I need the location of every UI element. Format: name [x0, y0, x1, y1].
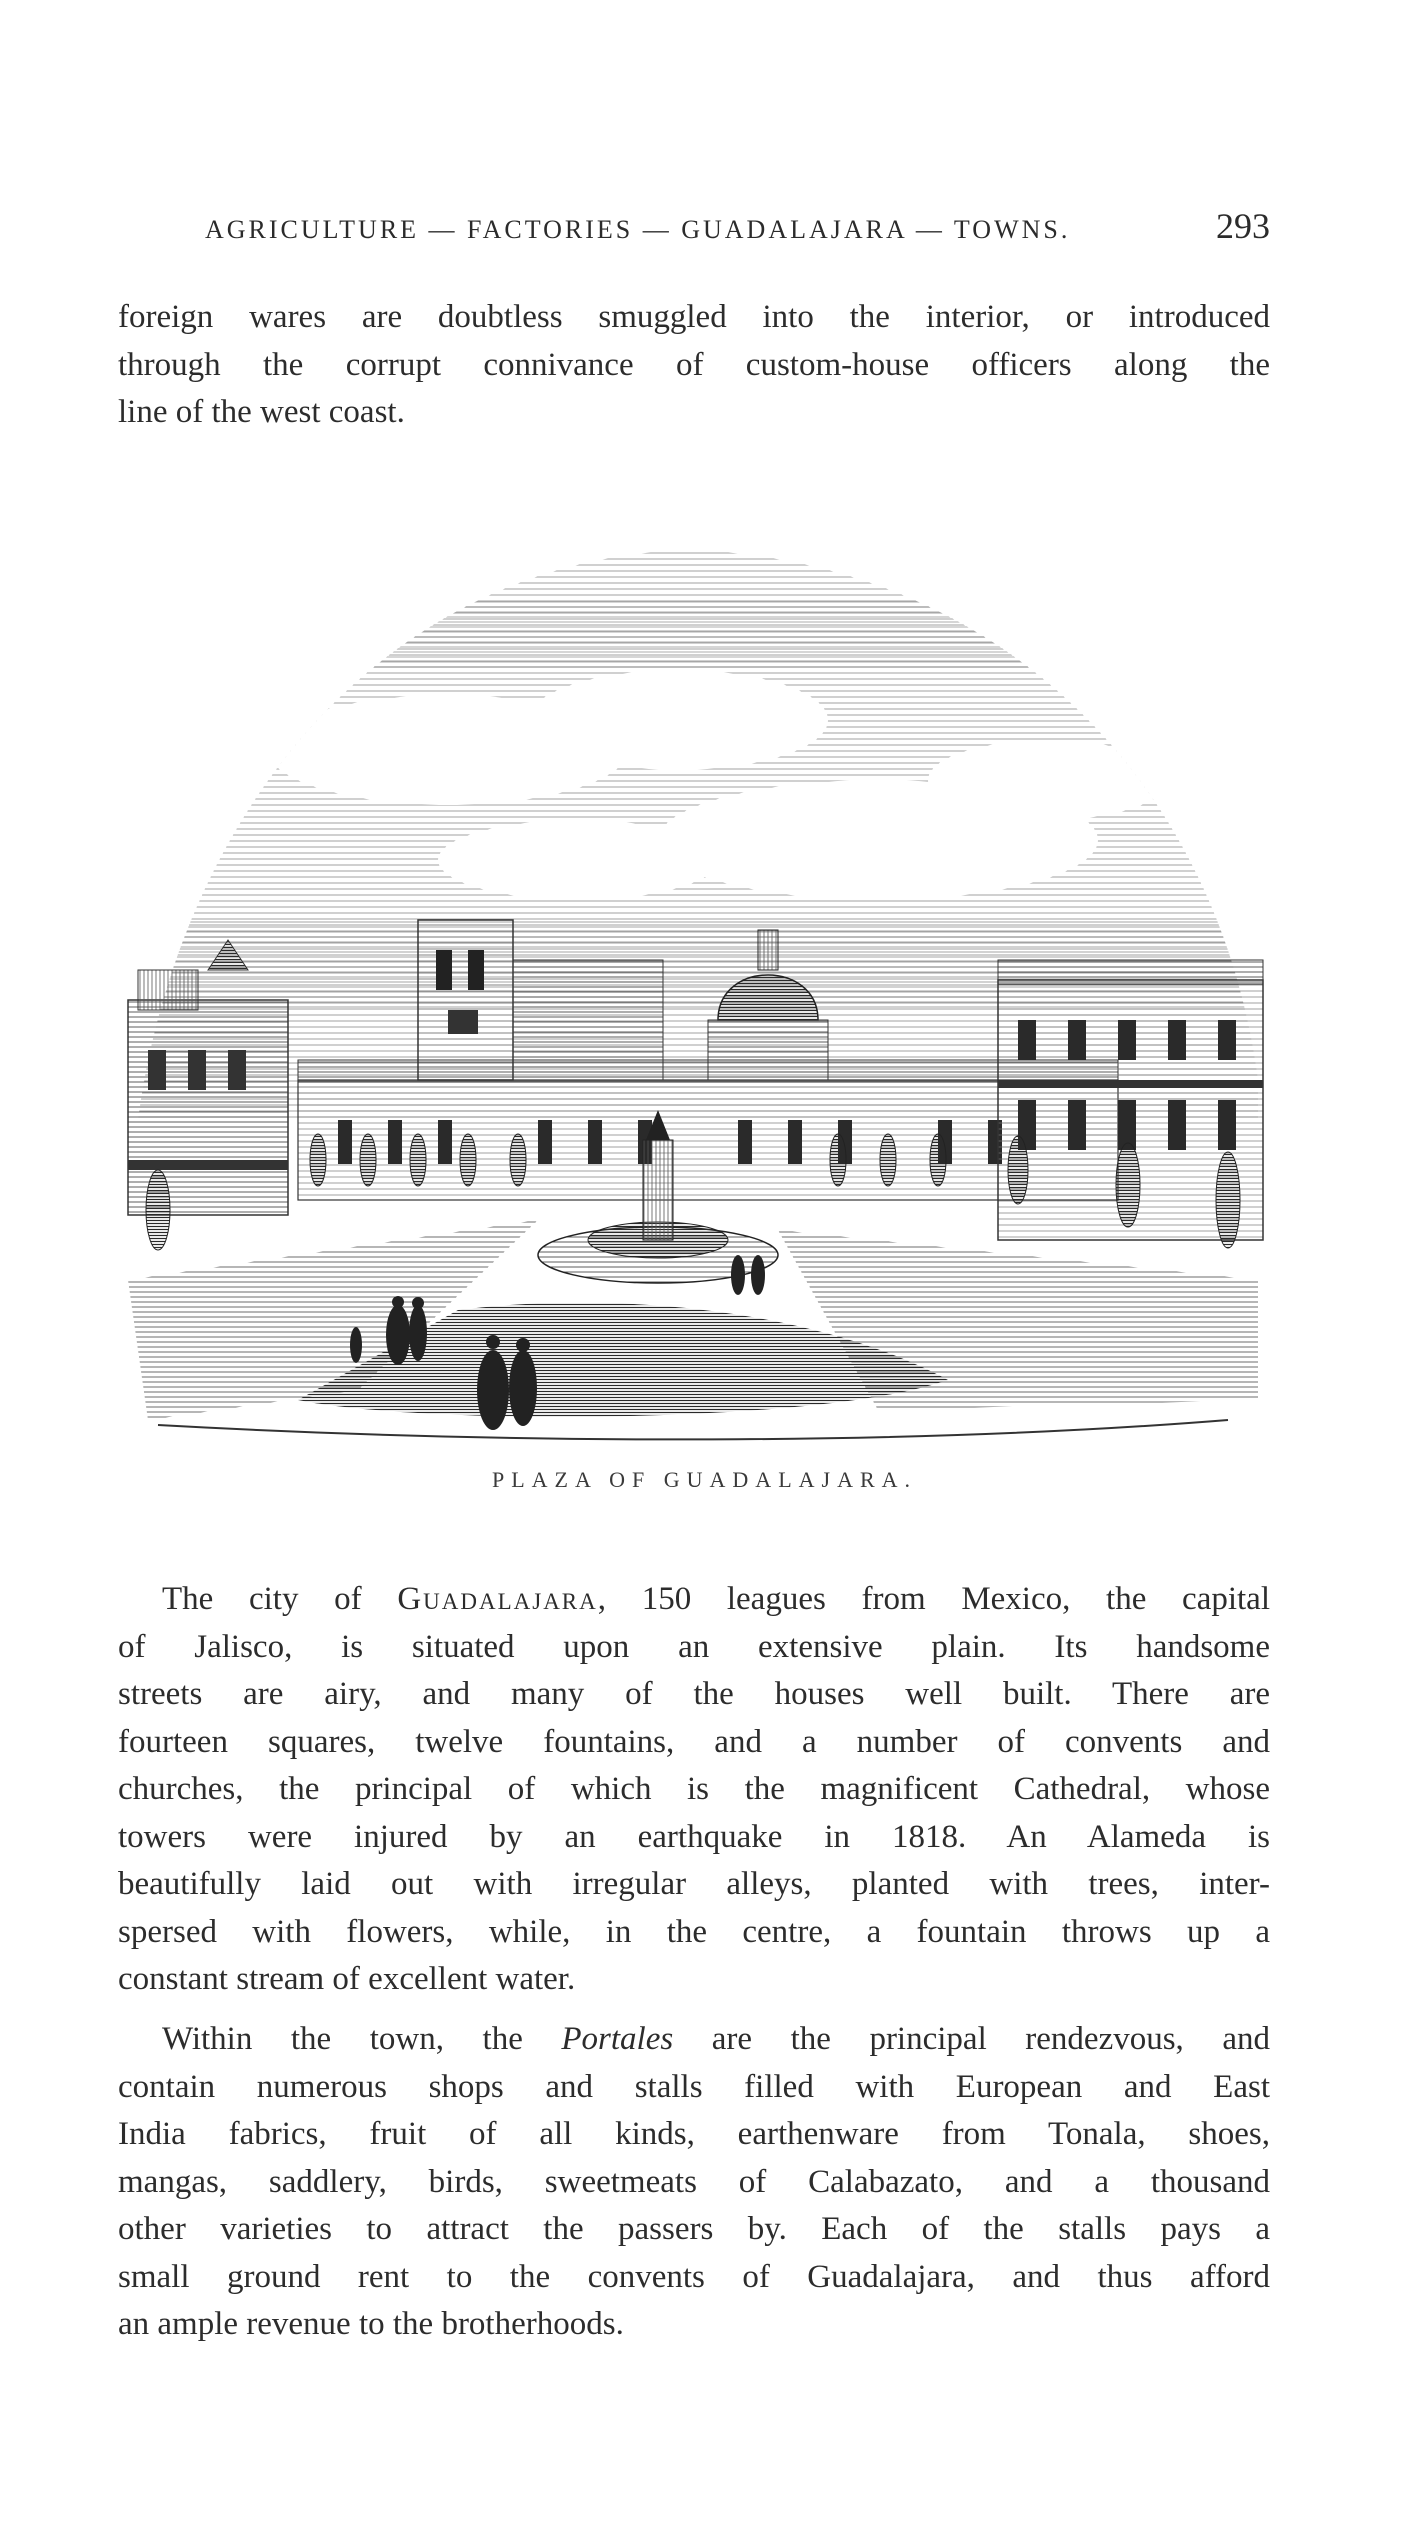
- paragraph-city-description: [118, 1576, 1270, 2004]
- illustration-caption: PLAZA OF GUADALAJARA.: [491, 1467, 918, 1492]
- running-title: AGRICULTURE — FACTORIES — GUADALAJARA — TOWNS.: [205, 215, 1071, 244]
- text-line: an ample revenue to the brotherhoods.: [118, 2306, 624, 2342]
- text-line: small ground rent to the convents of Guadalajara, and thus afford: [118, 2258, 1270, 2295]
- intro-paragraph: [118, 294, 1270, 437]
- text-line: mangas, saddlery, birds, sweetmeats of Calabazato, and a thousand: [118, 2163, 1270, 2200]
- text-line: through the corrupt connivance of custom-house officers along the: [118, 346, 1270, 383]
- text-line: contain numerous shops and stalls filled with European and East: [118, 2068, 1270, 2105]
- running-header: [205, 205, 1270, 251]
- text-line: [118, 2016, 1270, 2064]
- engraving-image: [118, 520, 1270, 1460]
- text-line: other varieties to attract the passers by. Each of the stalls pays a: [118, 2211, 1270, 2247]
- text-span: are the principal rendezvous, and: [673, 2021, 1270, 2057]
- italic-term: Portales: [561, 2021, 674, 2057]
- engraving-plaza-illustration: [118, 520, 1270, 1460]
- text-line: foreign wares are doubtless smuggled into the interior, or introduced: [118, 299, 1270, 335]
- text-span: The city of: [162, 1581, 398, 1617]
- place-name: Guadalajara: [397, 1581, 598, 1617]
- text-line: of Jalisco, is situated upon an extensive plain. Its handsome: [118, 1628, 1270, 1665]
- text-line: beautifully laid out with irregular alleys, planted with trees, inter-: [118, 1866, 1270, 1902]
- text-line: spersed with flowers, while, in the centre, a fountain throws up a: [118, 1913, 1270, 1950]
- text-line: line of the west coast.: [118, 394, 405, 430]
- text-line: churches, the principal of which is the magnificent Cathedral, whose: [118, 1771, 1270, 1807]
- text-line: streets are airy, and many of the houses well built. There are: [118, 1676, 1270, 1712]
- text-line: fourteen squares, twelve fountains, and a number of convents and: [118, 1723, 1270, 1760]
- text-span: Within the town, the: [162, 2021, 562, 2057]
- text-span: , 150 leagues from Mexico, the capital: [597, 1581, 1270, 1617]
- text-line: India fabrics, fruit of all kinds, earthenware from Tonala, shoes,: [118, 2116, 1270, 2152]
- page-number: 293: [1216, 206, 1270, 246]
- paragraph-portales: [118, 2016, 1270, 2349]
- text-line: towers were injured by an earthquake in 1818. An Alameda is: [118, 1818, 1270, 1855]
- text-line: [118, 1576, 1270, 1624]
- text-line: constant stream of excellent water.: [118, 1961, 576, 1997]
